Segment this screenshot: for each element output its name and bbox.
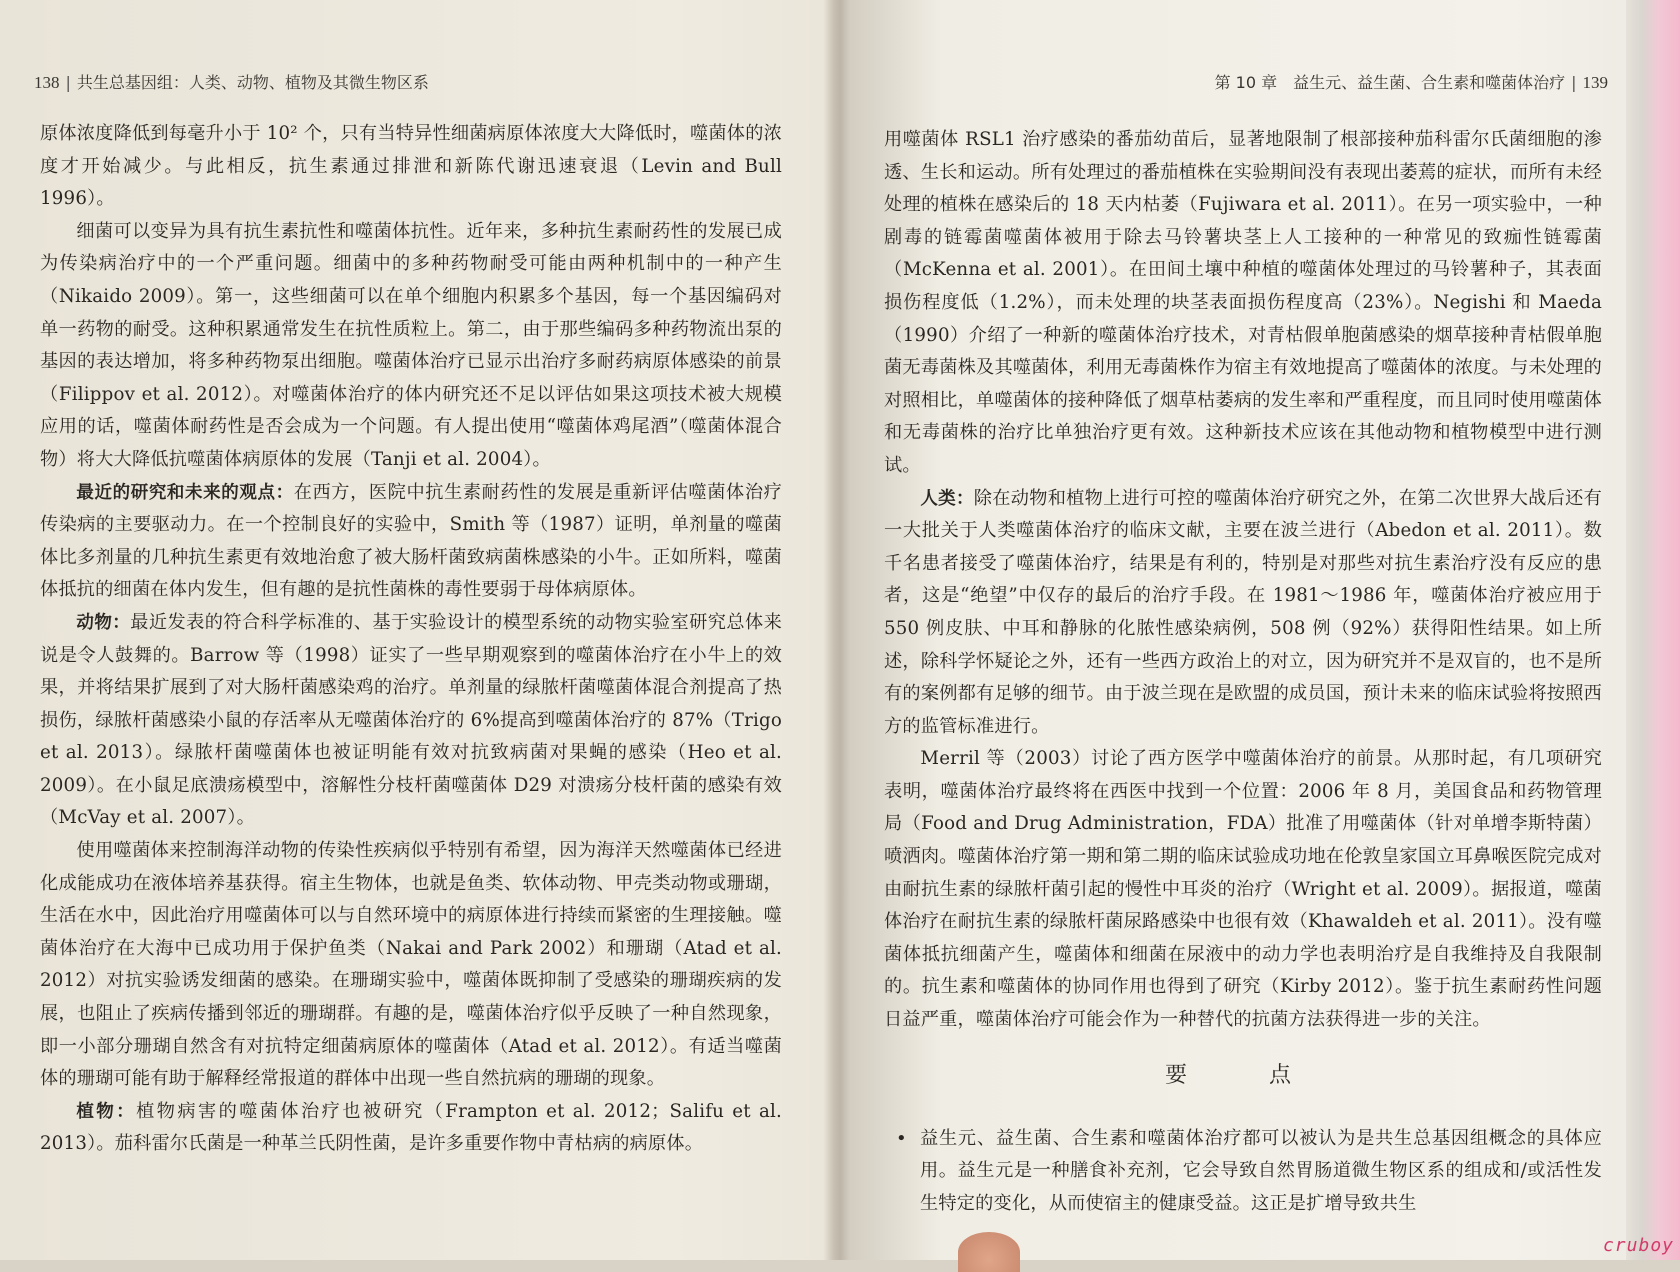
paragraph-lead: 植物：	[76, 1101, 137, 1122]
paragraph	[40, 216, 782, 477]
paragraph	[40, 477, 782, 607]
left-page-number: 138	[34, 73, 60, 92]
paragraph	[884, 483, 1602, 744]
header-divider: |	[65, 73, 71, 92]
paragraph-text: Merril 等（2003）讨论了西方医学中噬菌体治疗的前景。从那时起，有几项研究表明，噬菌体治疗最终将在西医中找到一个位置：2006 年 8 月，美国食品和药物管理局（Food and Drug Administration，FDA）批准了用噬菌体（针对单增李斯特菌）喷洒肉。噬菌体治疗第一期和第二期的临床试验成功地在伦敦皇家国立耳鼻喉医院完成对由耐抗生素的绿脓杆菌引起的慢性中耳炎的治疗（Wright et al. 2009）。据报道，噬菌体治疗在耐抗生素的绿脓杆菌尿路感染中也很有效（Khawaldeh et al. 2011）。没有噬菌体抵抗细菌产生，噬菌体和细菌在尿液中的动力学也表明治疗是自我维持及自我限制的。抗生素和噬菌体的协同作用也得到了研究（Kirby 2012）。鉴于抗生素耐药性问题日益严重，噬菌体治疗可能会作为一种替代的抗菌方法获得进一步的关注。	[884, 748, 1602, 1031]
paragraph	[40, 835, 782, 1096]
right-page-number: 139	[1582, 73, 1608, 92]
thumb-image	[958, 1232, 1020, 1272]
paragraph-text: 最近发表的符合科学标准的、基于实验设计的模型系统的动物实验室研究总体来说是令人鼓舞的。Barrow 等（1998）证实了一些早期观察到的噬菌体治疗在小牛上的效果，并将结果扩展到了对大肠杆菌感染鸡的治疗。单剂量的绿脓杆菌噬菌体混合剂提高了热损伤，绿脓杆菌感染小鼠的存活率从无噬菌体治疗的 6%提高到噬菌体治疗的 87%（Trigo et al. 2013）。绿脓杆菌噬菌体也被证明能有效对抗致病菌对果蝇的感染（Heo et al. 2009）。在小鼠足底溃疡模型中，溶解性分枝杆菌噬菌体 D29 对溃疡分枝杆菌的感染有效（McVay et al. 2007）。	[40, 611, 782, 829]
paragraph-lead: 最近的研究和未来的观点：	[76, 482, 294, 503]
paragraph	[40, 607, 782, 835]
paragraph	[884, 124, 1602, 483]
right-page-header	[1215, 70, 1608, 93]
bullet-text: 益生元、益生菌、合生素和噬菌体治疗都可以被认为是共生总基因组概念的具体应用。益生元是一种膳食补充剂，它会导致自然胃肠道微生物区系的组成和/或活性发生特定的变化，从而使宿主的健康受益。这正是扩增导致共生	[920, 1127, 1602, 1214]
bullet-item	[884, 1123, 1602, 1221]
section-heading: 要 点	[1164, 1062, 1321, 1088]
paragraph-text: 使用噬菌体来控制海洋动物的传染性疾病似乎特别有希望，因为海洋天然噬菌体已经进化成能成功在液体培养基获得。宿主生物体，也就是鱼类、软体动物、甲壳类动物或珊瑚，生活在水中，因此治疗用噬菌体可以与自然环境中的病原体进行持续而紧密的生理接触。噬菌体治疗在大海中已成功用于保护鱼类（Nakai and Park 2002）和珊瑚（Atad et al. 2012）对抗实验诱发细菌的感染。在珊瑚实验中，噬菌体既抑制了受感染的珊瑚疾病的发展，也阻止了疾病传播到邻近的珊瑚群。有趣的是，噬菌体治疗似乎反映了一种自然现象，即一小部分珊瑚自然含有对抗特定细菌病原体的噬菌体（Atad et al. 2012）。有适当噬菌体的珊瑚可能有助于解释经常报道的群体中出现一些自然抗病的珊瑚的现象。	[40, 840, 782, 1090]
paragraph-text: 细菌可以变异为具有抗生素抗性和噬菌体抗性。近年来，多种抗生素耐药性的发展已成为传染病治疗中的一个严重问题。细菌中的多种药物耐受可能由两种机制中的一种产生（Nikaido 2009）。第一，这些细菌可以在单个细胞内积累多个基因，每一个基因编码对单一药物的耐受。这种积累通常发生在抗性质粒上。第二，由于那些编码多种药物流出泵的基因的表达增加，将多种药物泵出细胞。噬菌体治疗已显示出治疗多耐药病原体感染的前景（Filippov et al. 2012）。对噬菌体治疗的体内研究还不足以评估如果这项技术被大规模应用的话，噬菌体耐药性是否会成为一个问题。有人提出使用“噬菌体鸡尾酒”（噬菌体混合物）将大大降低抗噬菌体病原体的发展（Tanji et al. 2004）。	[40, 220, 782, 470]
paragraph	[40, 118, 782, 216]
left-page-header	[34, 70, 429, 93]
left-page-body	[40, 118, 782, 1161]
paragraph-text: 除在动物和植物上进行可控的噬菌体治疗研究之外，在第二次世界大战后还有一大批关于人类噬菌体治疗的临床文献，主要在波兰进行（Abedon et al. 2011）。数千名患者接受了噬菌体治疗，结果是有利的，特别是对那些对抗生素治疗没有反应的患者，这是“绝望”中仅存的最后的治疗手段。在 1981～1986 年，噬菌体治疗被应用于 550 例皮肤、中耳和静脉的化脓性感染病例，508 例（92%）获得阳性结果。如上所述，除科学怀疑论之外，还有一些西方政治上的对立，因为研究并不是双盲的，也不是所有的案例都有足够的细节。由于波兰现在是欧盟的成员国，预计未来的临床试验将按照西方的监管标准进行。	[884, 487, 1602, 737]
paragraph-lead: 动物：	[76, 612, 131, 633]
left-running-title: 共生总基因组：人类、动物、植物及其微生物区系	[76, 73, 429, 92]
paragraph-text: 用噬菌体 RSL1 治疗感染的番茄幼苗后，显著地限制了根部接种茄科雷尔氏菌细胞的渗透、生长和运动。所有处理过的番茄植株在实验期间没有表现出萎蔫的症状，而所有未经处理的植株在感染后的 18 天内枯萎（Fujiwara et al. 2011）。在另一项实验中，一种剧毒的链霉菌噬菌体被用于除去马铃薯块茎上人工接种的一种常见的致痂性链霉菌（McKenna et al. 2001）。在田间土壤中种植的噬菌体处理过的马铃薯种子，其表面损伤程度低（1.2%），而未处理的块茎表面损伤程度高（23%）。Negishi 和 Maeda（1990）介绍了一种新的噬菌体治疗技术，对青枯假单胞菌感染的烟草接种青枯假单胞菌无毒菌株及其噬菌体，利用无毒菌株作为宿主有效地提高了噬菌体的浓度。与未处理的对照相比，单噬菌体的接种降低了烟草枯萎病的发生率和严重程度，而且同时使用噬菌体和无毒菌株的治疗比单独治疗更有效。这种新技术应该在其他动物和植物模型中进行测试。	[884, 129, 1602, 476]
paragraph-text: 植物病害的噬菌体治疗也被研究（Frampton et al. 2012；Salifu et al. 2013）。茄科雷尔氏菌是一种革兰氏阴性菌，是许多重要作物中青枯病的病原体。	[40, 1100, 782, 1155]
header-divider: |	[1571, 73, 1577, 92]
watermark: cruboy	[1602, 1235, 1674, 1256]
right-page-body	[884, 124, 1602, 1220]
paragraph-lead: 人类：	[920, 488, 974, 509]
left-page	[0, 0, 830, 1260]
right-running-title: 第 10 章 益生元、益生菌、合生素和噬菌体治疗	[1214, 73, 1566, 92]
bullet-icon: •	[896, 1127, 907, 1149]
right-page	[836, 0, 1626, 1260]
paragraph-text: 原体浓度降低到每毫升小于 10² 个，只有当特异性细菌病原体浓度大大降低时，噬菌体的浓度才开始减少。与此相反，抗生素通过排泄和新陈代谢迅速衰退（Levin and Bull 1996）。	[40, 123, 782, 210]
paragraph	[884, 743, 1602, 1036]
paragraph-text: 在西方，医院中抗生素耐药性的发展是重新评估噬菌体治疗传染病的主要驱动力。在一个控制良好的实验中，Smith 等（1987）证明，单剂量的噬菌体比多剂量的几种抗生素更有效地治愈了被大肠杆菌致病菌株感染的小牛。正如所料，噬菌体抵抗的细菌在体内发生，但有趣的是抗性菌株的毒性要弱于母体病原体。	[40, 481, 782, 601]
paragraph	[40, 1096, 782, 1161]
page-edge-background	[1626, 0, 1680, 1260]
